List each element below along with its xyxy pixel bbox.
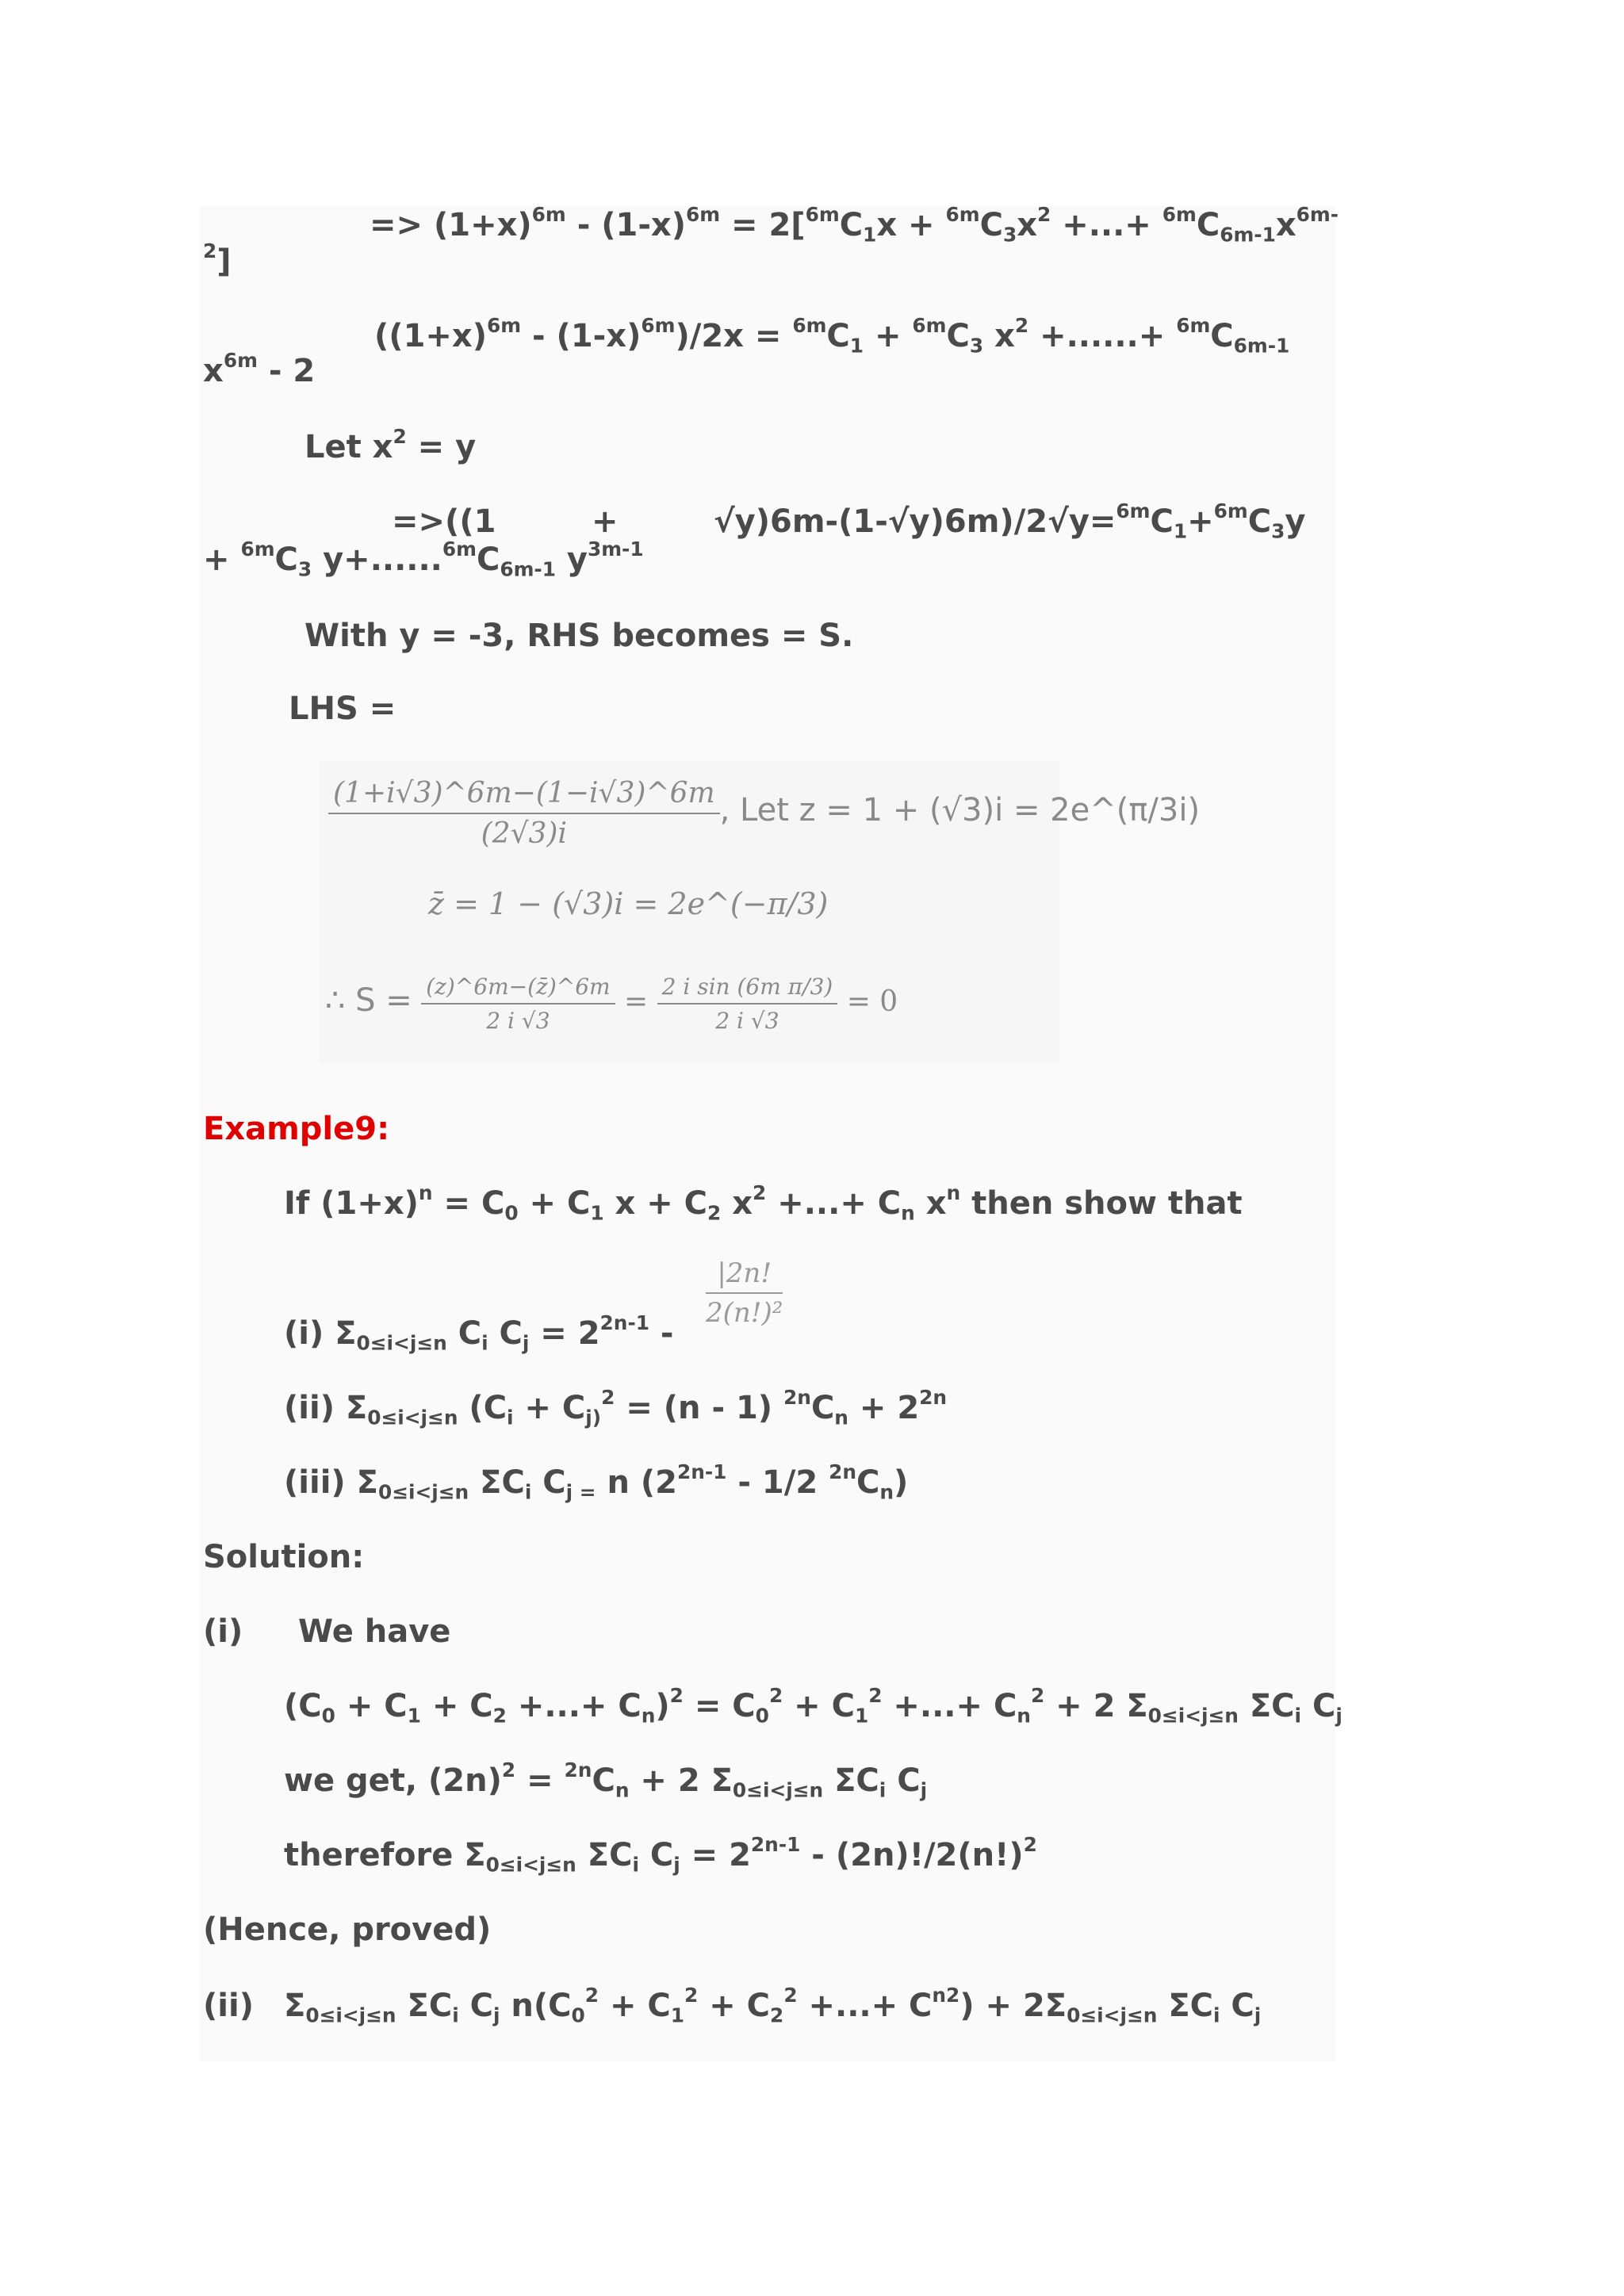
text: 0≤i<j≤n	[356, 1331, 447, 1355]
text: +...+	[1051, 207, 1162, 243]
text: 3	[297, 557, 312, 581]
text: 2	[1014, 314, 1029, 338]
text: 0	[321, 1704, 335, 1728]
text: 3	[1271, 519, 1285, 543]
solution-expansion	[284, 1684, 1342, 1728]
text: +...+ C	[882, 1688, 1017, 1724]
text: 2	[770, 2003, 784, 2027]
text: ΣC	[823, 1762, 879, 1799]
solution-we-get	[284, 1758, 928, 1802]
text: 2	[601, 1386, 615, 1410]
text: 0	[571, 2003, 585, 2027]
text: n(C	[500, 1988, 572, 2024]
math-row-3	[325, 974, 898, 1034]
text: 2 i √3	[715, 1008, 779, 1034]
text: 1	[407, 1704, 421, 1728]
text: j =	[565, 1480, 596, 1504]
equation-line-2	[374, 314, 1290, 358]
text: Solution:	[203, 1539, 365, 1575]
text: 2n-1	[750, 1833, 801, 1857]
text: +	[1187, 503, 1214, 540]
text: - (1-x)	[521, 318, 642, 354]
text: = 2	[680, 1837, 751, 1873]
text: ) + 2Σ	[959, 1988, 1067, 2024]
text: +	[592, 503, 619, 540]
text: 6m	[442, 538, 477, 561]
text: x + C	[603, 1185, 708, 1222]
text: i	[632, 1853, 639, 1877]
text: j	[1335, 1704, 1342, 1728]
text: 2 i sin (6m π/3)	[657, 974, 838, 1004]
text: y	[555, 541, 588, 578]
text: n	[418, 1181, 433, 1205]
text: we get, (2n)	[284, 1762, 502, 1799]
text: 2	[768, 1684, 783, 1708]
text: i	[1294, 1704, 1302, 1728]
text: (1+i√3)^6m−(1−i√3)^6m	[328, 777, 720, 814]
text: C	[839, 207, 864, 243]
text: - 2	[257, 353, 316, 389]
text: n	[641, 1704, 656, 1728]
text: n	[879, 1480, 894, 1504]
math-row-2	[428, 886, 828, 921]
text: +	[203, 541, 241, 578]
text: 6m	[1116, 499, 1151, 523]
text: 1	[1173, 519, 1188, 543]
text: ∴ S =	[325, 982, 412, 1019]
solution-heading	[203, 1541, 364, 1573]
text: 6m	[912, 314, 947, 338]
text: C	[1220, 1988, 1254, 2024]
text: - 1/2	[726, 1464, 829, 1501]
text: |2n!	[706, 1257, 783, 1294]
text: ΣC	[469, 1464, 525, 1501]
text: 1	[863, 223, 877, 247]
factorial-fraction-image	[706, 1257, 783, 1329]
text: + C	[420, 1688, 493, 1724]
text: + C	[783, 1688, 855, 1724]
text: (C	[458, 1390, 508, 1426]
text: We have	[298, 1613, 451, 1650]
text: +......+	[1028, 318, 1177, 354]
text: 6m	[223, 349, 258, 373]
text: n	[901, 1201, 915, 1225]
text: 0≤i<j≤n	[1067, 2003, 1158, 2027]
text: 2	[684, 1984, 699, 2007]
text: C	[531, 1464, 566, 1501]
text: x	[203, 353, 224, 389]
text: 2	[501, 1758, 516, 1782]
text: + 2 Σ	[1044, 1688, 1148, 1724]
text: = 2	[529, 1315, 600, 1352]
text: ΣC	[396, 1988, 453, 2024]
text: = (n - 1)	[615, 1390, 784, 1426]
text: z̄ = 1 − (√3)i = 2e^(−π/3)	[428, 886, 829, 921]
text: = 2[	[720, 207, 806, 243]
text: 3m-1	[587, 538, 644, 561]
text: C	[979, 207, 1003, 243]
text: = C	[683, 1688, 756, 1724]
text: ]	[216, 243, 232, 280]
text: C	[446, 1315, 482, 1352]
lhs-fraction	[328, 777, 720, 850]
text: (C	[284, 1688, 322, 1724]
text: y	[1285, 503, 1306, 540]
text: =	[624, 985, 649, 1018]
text: 2	[393, 425, 407, 449]
item-i	[284, 1311, 674, 1355]
fraction-2	[657, 974, 838, 1034]
solution-part-ii-label	[203, 1990, 254, 2022]
text: i	[481, 1331, 488, 1355]
text: 6m	[641, 314, 676, 338]
text: ΣC	[1238, 1688, 1295, 1724]
equation-line-1	[370, 203, 1339, 247]
text: (z)^6m−(z̄)^6m	[421, 974, 615, 1004]
text: C	[1247, 503, 1272, 540]
equation-line-5	[203, 538, 644, 581]
text: 6m-1	[1220, 223, 1276, 247]
text: 2(n!)²	[706, 1297, 783, 1329]
text: 2	[1037, 203, 1051, 227]
text: 2	[584, 1984, 599, 2007]
text: 0	[755, 1704, 769, 1728]
text: 6m	[240, 538, 275, 561]
text: n	[1017, 1704, 1031, 1728]
text: + C	[698, 1988, 771, 2024]
text: (ii)	[203, 1988, 254, 2024]
text: 0≤i<j≤n	[377, 1480, 469, 1504]
text: 6m	[792, 314, 827, 338]
text: 2	[669, 1684, 684, 1708]
text: j	[1254, 2003, 1262, 2027]
text: 2n	[783, 1386, 811, 1410]
text: j)	[585, 1406, 602, 1429]
text: x	[1017, 207, 1038, 243]
equation-line-1-cont	[203, 239, 232, 280]
text: 6m	[1162, 203, 1197, 227]
text: 1	[670, 2003, 685, 2027]
text: 3	[1002, 223, 1017, 247]
text: i	[507, 1406, 514, 1429]
text: C	[458, 1988, 493, 2024]
example-statement	[284, 1181, 1243, 1225]
text: C	[946, 318, 970, 354]
text: C	[1150, 503, 1174, 540]
text: + 2 Σ	[629, 1762, 733, 1799]
text: , Let z = 1 + (√3)i = 2e^(π/3i)	[719, 792, 1201, 828]
text: 6m-1	[1233, 334, 1290, 358]
text: 0≤i<j≤n	[1147, 1704, 1239, 1728]
text: +...+ C	[766, 1185, 902, 1222]
text: +	[864, 318, 913, 354]
text: j	[522, 1331, 530, 1355]
text: => (1+x)	[370, 207, 532, 243]
text: ((1+x)	[374, 318, 487, 354]
text: 0≤i<j≤n	[732, 1778, 824, 1802]
text: 2	[753, 1181, 767, 1205]
text: 2n	[829, 1460, 856, 1484]
text: 2n-1	[599, 1311, 649, 1335]
rhs-statement	[304, 620, 853, 652]
text: )	[655, 1688, 670, 1724]
text: (2√3)i	[481, 817, 567, 850]
text: C	[1210, 318, 1234, 354]
text: (ii) Σ	[284, 1390, 368, 1426]
text: i	[452, 2003, 459, 2027]
item-ii	[284, 1386, 948, 1429]
text: 6m	[487, 314, 522, 338]
solution-part-i-text	[298, 1613, 451, 1650]
text: j	[492, 2003, 500, 2027]
text: 1	[590, 1201, 604, 1225]
fraction-1	[421, 974, 615, 1034]
text: Example9:	[203, 1111, 390, 1147]
text: 2n	[919, 1386, 948, 1410]
text: + 2	[848, 1390, 920, 1426]
text: C	[810, 1390, 835, 1426]
text: i	[879, 1778, 887, 1802]
text: )/2x =	[675, 318, 793, 354]
text: 2	[203, 239, 217, 263]
text: -	[649, 1315, 674, 1352]
equation-line-3	[304, 425, 477, 465]
text: i	[1213, 2003, 1220, 2027]
text: =>((1	[392, 503, 496, 540]
text: y+......	[312, 541, 442, 578]
text: j	[673, 1853, 680, 1877]
text: - (2n)!/2(n!)	[800, 1837, 1024, 1873]
lhs-label	[289, 693, 396, 725]
text: C	[826, 318, 850, 354]
text: 2 i √3	[486, 1008, 550, 1034]
text: C	[1196, 207, 1220, 243]
text: x +	[876, 207, 946, 243]
text: 6m	[805, 203, 840, 227]
solution-part-ii	[284, 1984, 1262, 2027]
text: With y = -3, RHS becomes = S.	[304, 618, 854, 654]
text: C	[638, 1837, 674, 1873]
text: 2n	[564, 1758, 592, 1782]
text: + C	[518, 1185, 591, 1222]
equation-line-2-cont	[203, 349, 316, 389]
text: C	[488, 1315, 523, 1352]
hence-proved	[203, 1911, 492, 1948]
text: 1	[854, 1704, 869, 1728]
item-iii	[284, 1460, 909, 1504]
equation-line-4c	[714, 499, 1306, 543]
example-title	[203, 1113, 389, 1145]
text: n	[946, 1181, 961, 1205]
text: Σ	[284, 1988, 306, 2024]
equation-line-4b	[592, 503, 619, 540]
text: j	[920, 1778, 928, 1802]
text: = C	[432, 1185, 505, 1222]
text: n	[834, 1406, 848, 1429]
text: x	[914, 1185, 947, 1222]
solution-part-i-label	[203, 1613, 243, 1650]
text: 6m	[531, 203, 566, 227]
text: 6m	[945, 203, 980, 227]
text: 0≤i<j≤n	[305, 2003, 396, 2027]
text: √y)6m-(1-√y)6m)/2√y=	[714, 503, 1116, 540]
text: 6m	[1213, 499, 1248, 523]
text: Let x	[304, 429, 393, 465]
text: + C	[513, 1390, 586, 1426]
text: C	[856, 1464, 880, 1501]
text: +...+ C	[797, 1988, 933, 2024]
text: C	[592, 1762, 615, 1799]
text: n	[615, 1778, 630, 1802]
text: =	[515, 1762, 565, 1799]
equation-line-4a	[392, 503, 496, 540]
text: 2	[1023, 1833, 1037, 1857]
text: )	[894, 1464, 909, 1501]
text: LHS =	[289, 691, 396, 727]
text: 2	[1030, 1684, 1045, 1708]
text: (i)	[203, 1613, 243, 1650]
text: + C	[335, 1688, 408, 1724]
fraction	[706, 1257, 783, 1329]
text: x	[721, 1185, 753, 1222]
text: 6m-1	[500, 557, 556, 581]
text: +...+ C	[506, 1688, 642, 1724]
text: - (1-x)	[565, 207, 687, 243]
text: 0≤i<j≤n	[485, 1853, 576, 1877]
text: (Hence, proved)	[203, 1911, 492, 1948]
text: i	[524, 1480, 532, 1504]
text: + C	[599, 1988, 671, 2024]
text: 2	[492, 1704, 507, 1728]
text: 1	[849, 334, 864, 358]
text: 2	[868, 1684, 883, 1708]
solution-therefore	[284, 1833, 1037, 1877]
text: x	[1275, 207, 1297, 243]
text: C	[886, 1762, 921, 1799]
text: 6m-	[1296, 203, 1339, 227]
text: 2	[783, 1984, 798, 2007]
text: ΣC	[1157, 1988, 1213, 2024]
text: 0	[504, 1201, 519, 1225]
text: C	[476, 541, 500, 578]
text: ΣC	[576, 1837, 633, 1873]
text: If (1+x)	[284, 1185, 419, 1222]
text: therefore Σ	[284, 1837, 486, 1873]
text: 2	[707, 1201, 722, 1225]
text: (i) Σ	[284, 1315, 357, 1352]
text: = y	[406, 429, 477, 465]
text: x	[983, 318, 1015, 354]
text: n2	[932, 1984, 960, 2007]
text: 6m	[1176, 314, 1211, 338]
text: C	[1301, 1688, 1336, 1724]
text: 6m	[686, 203, 721, 227]
text: 2n-1	[676, 1460, 727, 1484]
text: = 0	[846, 985, 898, 1018]
text: then show that	[960, 1185, 1243, 1222]
text: 3	[969, 334, 984, 358]
text: 0≤i<j≤n	[367, 1406, 458, 1429]
text: C	[274, 541, 298, 578]
text: n (2	[596, 1464, 677, 1501]
math-row-1	[328, 777, 1200, 850]
text: (iii) Σ	[284, 1464, 378, 1501]
